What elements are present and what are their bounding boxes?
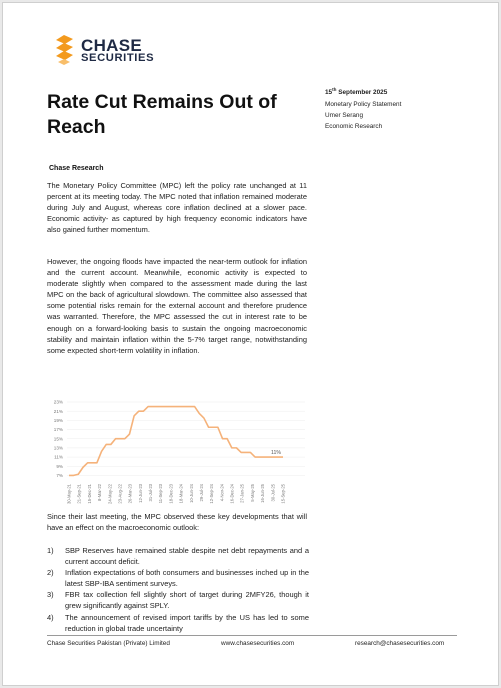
y-tick-label: 23% [53,399,63,405]
x-tick-label: 30-May-21 [66,484,72,505]
list-item [47,567,309,589]
list-item-text: SBP Reserves have remained stable despite net debt repayments and a current account deficit. [65,546,309,567]
list-item [47,589,309,611]
report-meta [325,86,445,134]
x-tick-label: 27-Jan-25 [239,484,245,503]
x-tick-label: 12-Sep-24 [209,484,215,504]
y-tick-label: 19% [53,417,63,423]
list-item-text: Inflation expectations of both consumers and businesses inched up in the latest SBP-IBA sentiment surveys. [65,568,309,589]
y-tick-label: 9% [56,463,63,469]
logo-wordmark-securities: SECURITIES [81,52,155,64]
x-tick-label: 5-May-25 [249,484,255,502]
x-tick-label: 30-Jul-25 [270,484,276,502]
x-tick-label: 29-Jul-24 [198,484,204,502]
x-tick-label: 18-Dec-23 [168,484,174,504]
list-item-text: FBR tax collection fell slightly short of target during 2MFY26, though it grew significantly against SPLY. [65,590,309,611]
x-tick-label: 15-Sep-25 [280,484,286,504]
y-tick-label: 21% [53,408,63,414]
x-tick-label: 16-Jun-25 [260,484,266,503]
section-label: Chase Research [49,165,104,172]
paragraph-key-developments: Since their last meeting, the MPC observed these key developments that will have an effect on the macroeconomic outlook: [47,512,307,533]
report-title: Rate Cut Remains Out of Reach [47,91,277,138]
list-item-number: 3) [47,590,54,600]
key-developments-list [47,545,309,634]
report-author: Umer Serang [325,112,364,120]
x-tick-label: 21-Sep-21 [76,484,82,504]
y-tick-label: 11% [54,454,63,460]
chase-securities-logo [53,33,183,67]
y-tick-label: 15% [53,436,63,442]
x-tick-label: 15-Dec-21 [86,484,92,504]
paragraph-policy-decision: The Monetary Policy Committee (MPC) left the policy rate unchanged at 11 percent at its meeting today. The MPC noted that inflation remained moderate during July and August, whereas core inflation declined at a slower pace. Economic activity- as captured by high frequency economic indicators have also gained further momentum. [47,181,307,235]
footer-divider [47,635,457,636]
document-page [2,2,499,686]
x-tick-label: 18-Mar-24 [178,484,184,504]
x-tick-label: 24-May-22 [107,484,113,505]
logo-wordmark-chase: CHASE [81,36,143,55]
list-item-number: 1) [47,546,54,555]
paragraph-outlook: However, the ongoing floods have impacted the near-term outlook for inflation and the current account. Meanwhile, economic activity is expected to moderate slightly when compared to the assessment made during the last MPC on the back of agricultural slowdown. The committee also assessed that some potential risks remain for the external account and therefore prudence was warranted. Therefore, the MPC assessed the cut in interest rate to be enough on a forward-looking basis to sustain the ongoing macroeconomic stability and maintain inflation within the 5-7% target range, notwithstanding some expected short-term volatility in inflation. [47,257,307,355]
list-item-text: The announcement of revised import tariffs by the US has led to some reduction in global trade uncertainty [65,612,309,633]
x-tick-label: 12-Jun-23 [137,484,143,503]
list-item-number: 2) [47,568,54,578]
x-tick-label: 16-Dec-24 [229,484,235,504]
y-tick-label: 13% [53,445,63,451]
policy-rate-chart-svg [43,396,313,511]
list-item [47,612,309,634]
footer-company: Chase Securities Pakistan (Private) Limited [47,640,170,647]
list-item [47,545,309,567]
x-tick-label: 4-Nov-24 [219,484,225,502]
x-tick-label: 31-Jul-23 [148,484,154,502]
x-tick-label: 8-Mar-22 [97,484,103,501]
report-department: Economic Research [325,123,383,131]
x-tick-label: 10-Jun-24 [188,484,194,503]
footer-email-link[interactable]: research@chasesecurities.com [355,640,445,647]
policy-rate-series-line [69,407,283,476]
report-date: 15th September 2025 [325,87,388,97]
y-tick-label: 7% [56,473,63,479]
x-tick-label: 23-Aug-22 [117,484,123,504]
policy-rate-chart [43,396,313,511]
y-tick-label: 17% [53,427,63,433]
footer-website-link[interactable]: www.chasesecurities.com [221,640,295,647]
data-label: 11% [271,450,281,457]
chase-logo-mark-icon [53,33,77,65]
list-item-number: 4) [47,612,54,622]
x-tick-label: 26-Mar-23 [127,484,133,504]
x-tick-label: 11-Sep-23 [158,484,164,504]
report-type: Monetary Policy Statement [325,101,402,109]
